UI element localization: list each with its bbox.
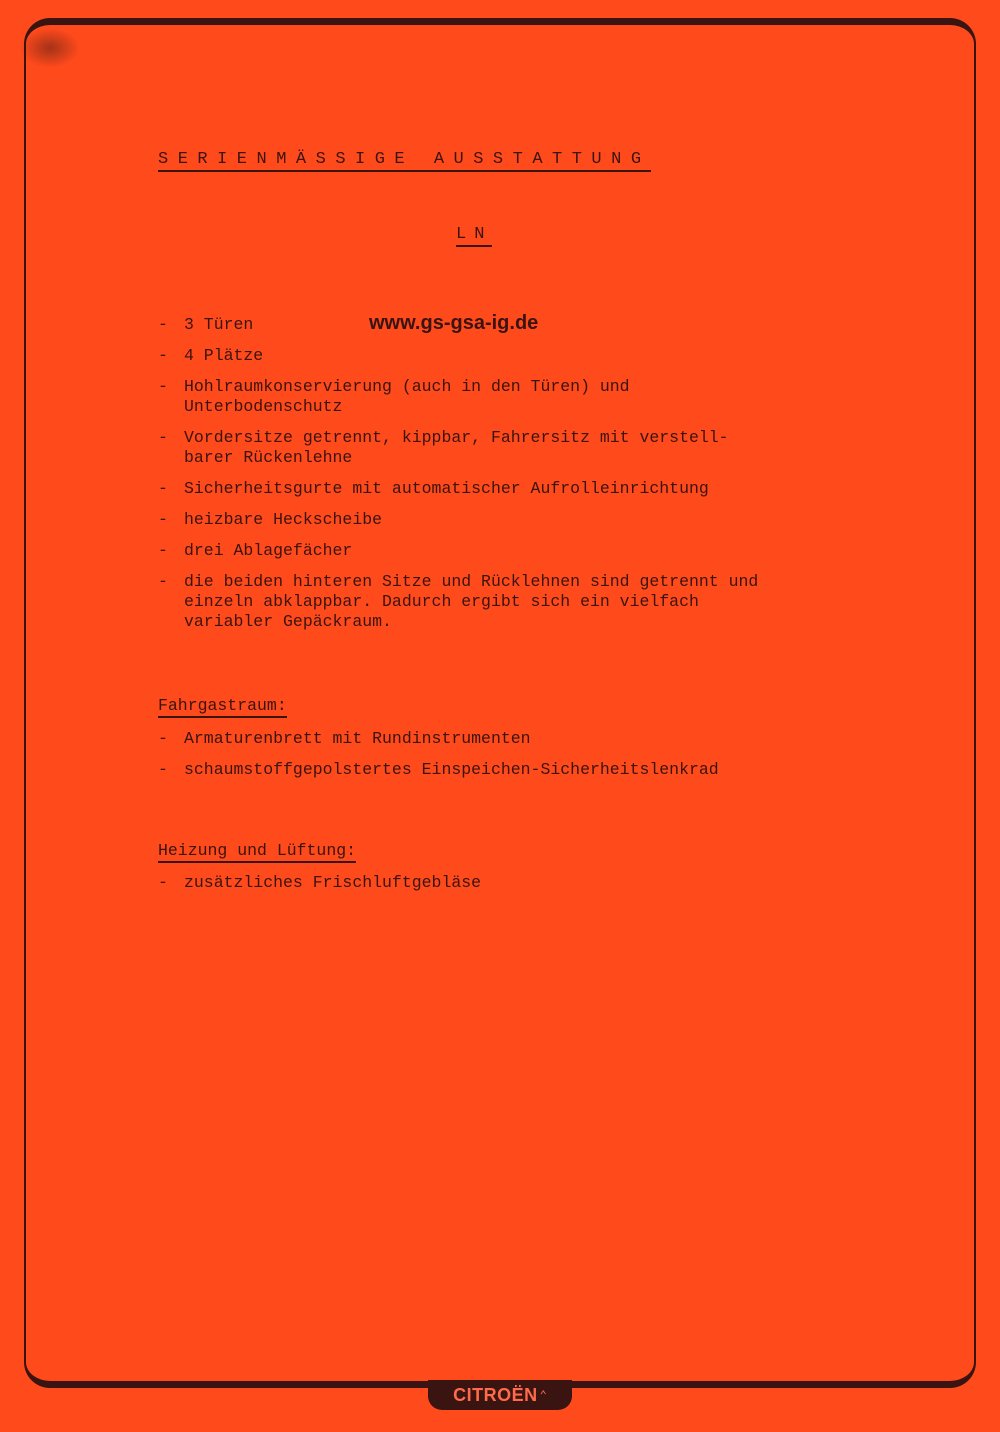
feature-item <box>158 428 944 468</box>
section-heading-heizung: Heizung und Lüftung: <box>158 842 356 863</box>
feature-item <box>158 541 944 561</box>
feature-item <box>158 572 944 632</box>
list-item-text: barer Rückenlehne <box>184 448 353 467</box>
feature-list <box>158 315 944 643</box>
document.sections.1.items-item <box>158 873 944 893</box>
list-item-text: Hohlraumkonservierung (auch in den Türen) und <box>184 377 630 396</box>
feature-item <box>158 479 944 499</box>
list-dash: - <box>158 510 168 529</box>
model-title: LN <box>456 225 492 247</box>
feature-item <box>158 510 944 530</box>
page-title: SERIENMÄSSIGE AUSSTATTUNG <box>158 150 651 172</box>
list-item-text: einzeln abklappbar. Dadurch ergibt sich ein vielfach <box>184 592 699 611</box>
list-dash: - <box>158 873 168 892</box>
section-heading-fahrgastraum: Fahrgastraum: <box>158 697 287 718</box>
list-dash: - <box>158 428 168 447</box>
list-dash: - <box>158 572 168 591</box>
watermark-url: www.gs-gsa-ig.de <box>369 312 539 334</box>
feature-item <box>158 377 944 417</box>
double-chevron-icon: ⌃ <box>539 1388 547 1403</box>
list-dash: - <box>158 479 168 498</box>
list-item-text: Unterbodenschutz <box>184 397 343 416</box>
citroen-logo <box>428 1380 572 1410</box>
list-item-text: heizbare Heckscheibe <box>184 510 383 529</box>
list-dash: - <box>158 377 168 396</box>
list-item-text: Vordersitze getrennt, kippbar, Fahrersitz mit verstell- <box>184 428 729 447</box>
feature-item <box>158 346 944 366</box>
list-dash: - <box>158 760 168 779</box>
list-dash: - <box>158 729 168 748</box>
list-item-text: schaumstoffgepolstertes Einspeichen-Sicherheitslenkrad <box>184 760 719 779</box>
list-dash: - <box>158 346 168 365</box>
list-item-text: 4 Plätze <box>184 346 264 365</box>
section-list-heizung <box>158 873 944 904</box>
list-item-text: drei Ablagefächer <box>184 541 353 560</box>
feature-item <box>158 315 944 335</box>
list-item-text: die beiden hinteren Sitze und Rücklehnen sind getrennt und <box>184 572 759 591</box>
list-dash: - <box>158 541 168 560</box>
list-item-text: Armaturenbrett mit Rundinstrumenten <box>184 729 531 748</box>
document.sections.0.items-item <box>158 760 944 780</box>
document.sections.0.items-item <box>158 729 944 749</box>
brand-name: CITROËN <box>453 1384 538 1405</box>
list-item-text: Sicherheitsgurte mit automatischer Aufrolleinrichtung <box>184 479 709 498</box>
section-list-fahrgastraum <box>158 729 944 791</box>
list-item-text: zusätzliches Frischluftgebläse <box>184 873 482 892</box>
list-dash: - <box>158 315 168 334</box>
list-item-text: 3 Türen <box>184 315 254 334</box>
list-item-text: variabler Gepäckraum. <box>184 612 392 631</box>
